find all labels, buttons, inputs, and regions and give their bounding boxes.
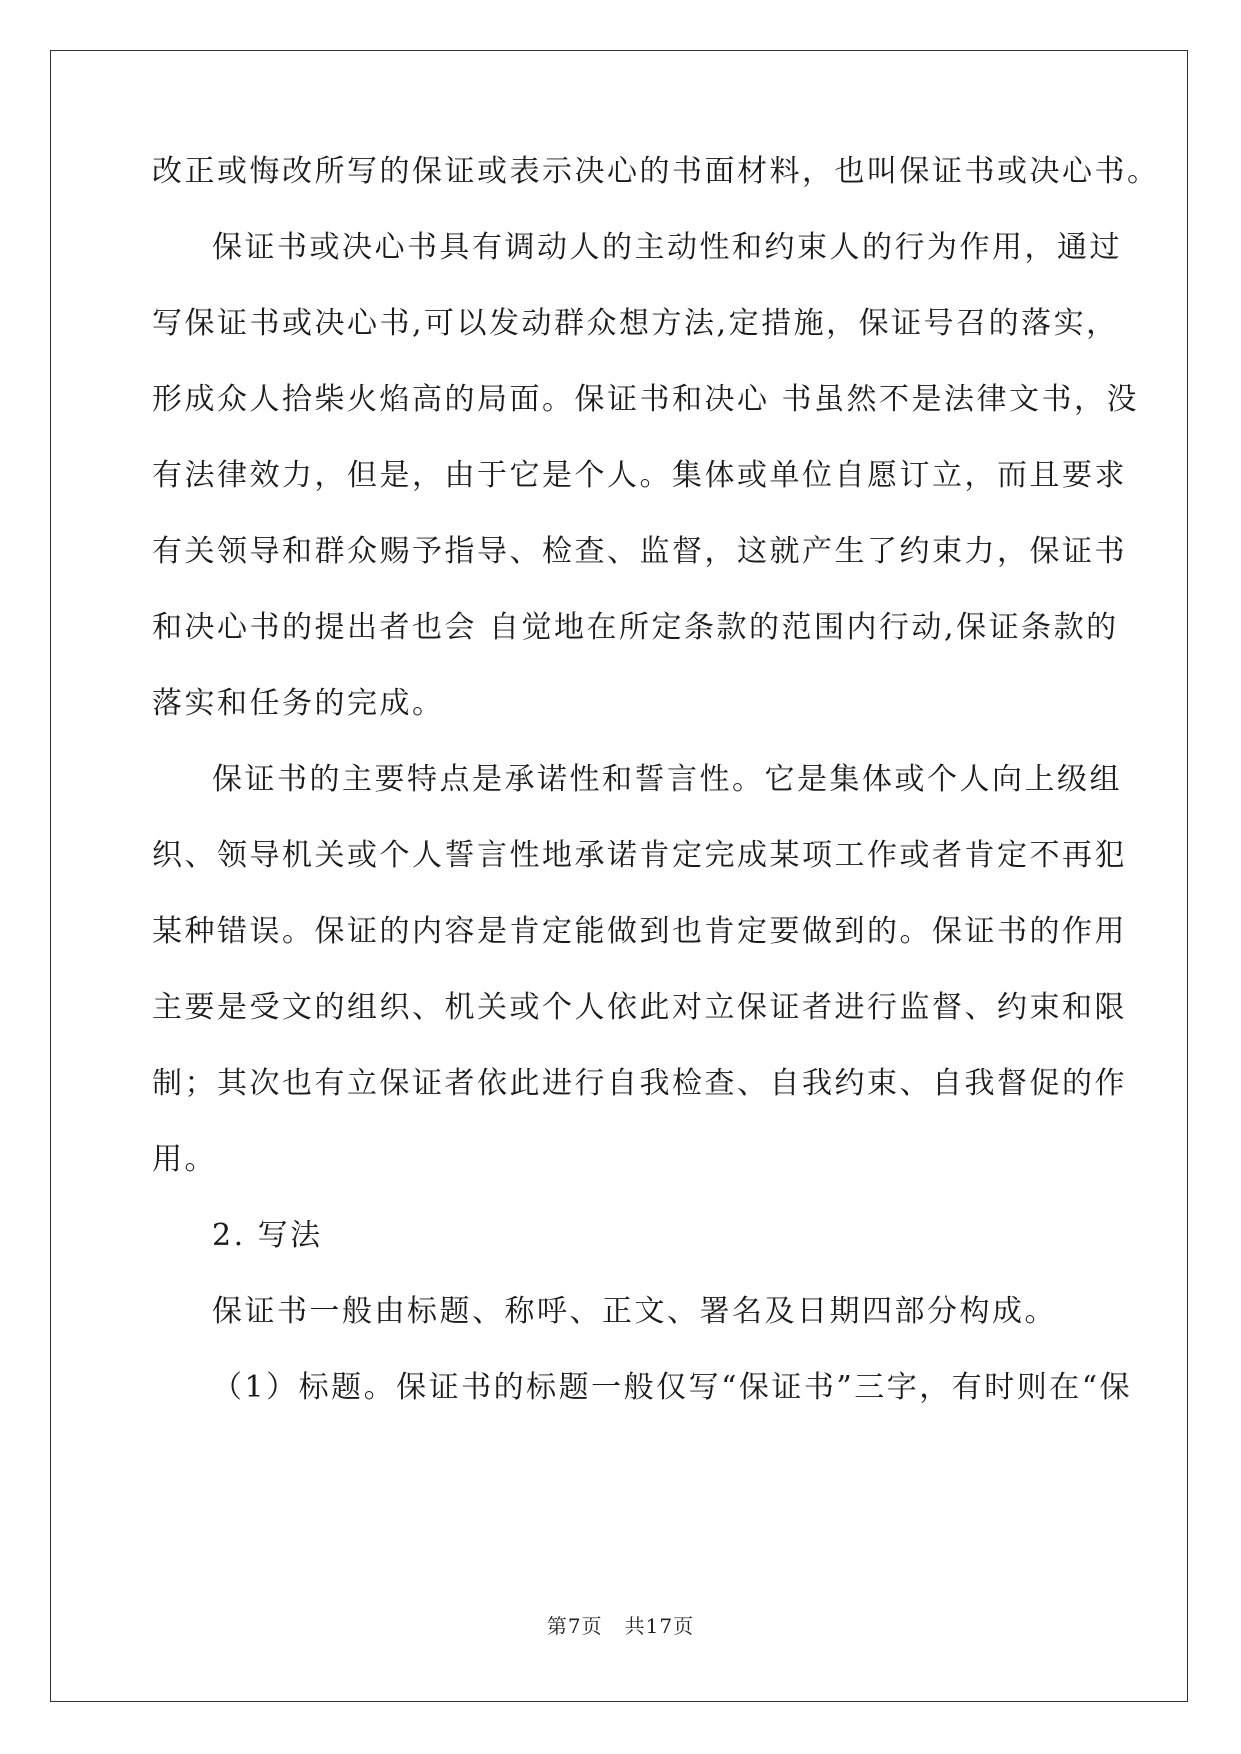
page-border <box>50 50 1188 1702</box>
section-heading: 2. 写法 <box>212 1218 323 1253</box>
paragraph-line: 主要是受文的组织、机关或个人依此对立保证者进行监督、约束和限 <box>152 990 1127 1025</box>
page-footer <box>0 1614 1241 1638</box>
paragraph-line: 织、领导机关或个人誓言性地承诺肯定完成某项工作或者肯定不再犯 <box>152 838 1127 873</box>
paragraph-line: 某种错误。保证的内容是肯定能做到也肯定要做到的。保证书的作用 <box>152 914 1127 949</box>
paragraph-line: 形成众人拾柴火焰高的局面。保证书和决心 书虽然不是法律文书，没 <box>152 382 1140 417</box>
paragraph-line: 保证书一般由标题、称呼、正文、署名及日期四部分构成。 <box>212 1294 1057 1329</box>
paragraph-line: 保证书或决心书具有调动人的主动性和约束人的行为作用，通过 <box>212 230 1122 265</box>
paragraph-line: 用。 <box>152 1142 217 1177</box>
page-number-label: 第7页 共17页 <box>546 1614 695 1638</box>
paragraph-line: 改正或悔改所写的保证或表示决心的书面材料，也叫保证书或决心书。 <box>152 154 1160 189</box>
paragraph-line: 有法律效力，但是，由于它是个人。集体或单位自愿订立，而且要求 <box>152 458 1127 493</box>
paragraph-line: 和决心书的提出者也会 自觉地在所定条款的范围内行动,保证条款的 <box>152 610 1119 645</box>
paragraph-line: 保证书的主要特点是承诺性和誓言性。它是集体或个人向上级组 <box>212 762 1122 797</box>
paragraph-line: 落实和任务的完成。 <box>152 686 445 721</box>
paragraph-line: 写保证书或决心书,可以发动群众想方法,定措施，保证号召的落实， <box>152 306 1119 341</box>
paragraph-line: （1）标题。保证书的标题一般仅写“保证书”三字，有时则在“保 <box>212 1370 1133 1405</box>
paragraph-line: 制；其次也有立保证者依此进行自我检查、自我约束、自我督促的作 <box>152 1066 1127 1101</box>
paragraph-line: 有关领导和群众赐予指导、检查、监督，这就产生了约束力，保证书 <box>152 534 1127 569</box>
